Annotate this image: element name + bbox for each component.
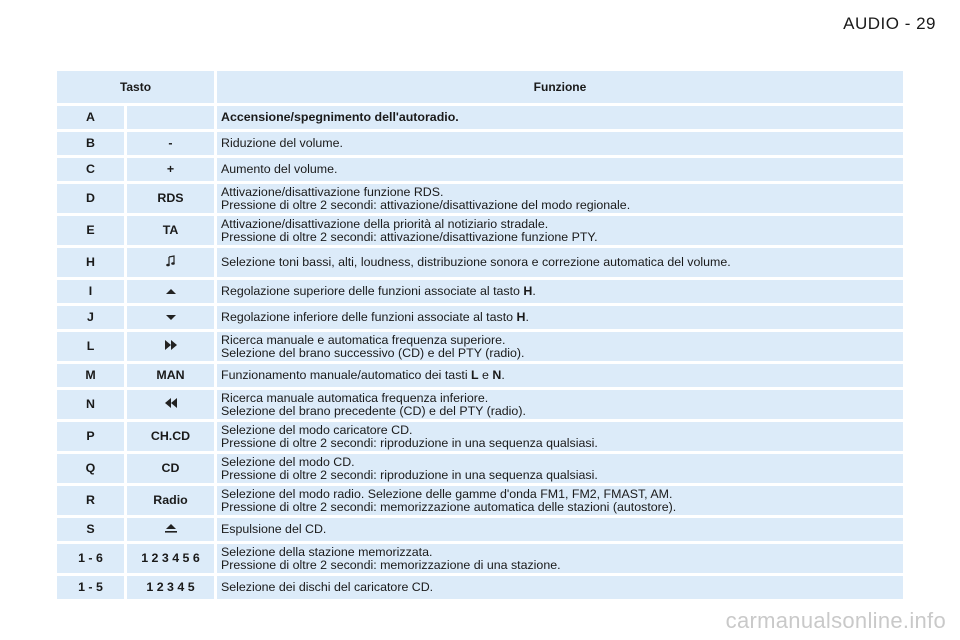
music-note-icon	[166, 255, 176, 270]
table-row	[57, 280, 903, 303]
row-function: Selezione del modo CD. Pressione di oltre 2 secondi: riproduzione in una sequenza qualsiasi.	[217, 454, 903, 483]
table-row	[57, 306, 903, 329]
row-function: Selezione del modo radio. Selezione delle gamme d'onda FM1, FM2, FMAST, AM. Pressione di oltre 2 secondi: memorizzazione automatica delle stazioni (autostore).	[217, 486, 903, 515]
row-key: +	[127, 158, 217, 181]
row-key	[127, 106, 217, 129]
table-row	[57, 248, 903, 277]
row-function: Accensione/spegnimento dell'autoradio.	[217, 106, 903, 129]
table-row	[57, 332, 903, 361]
table-row	[57, 422, 903, 451]
column-header-tasto: Tasto	[57, 71, 217, 103]
row-function: Attivazione/disattivazione funzione RDS. Pressione di oltre 2 secondi: attivazione/disattivazione del modo regionale.	[217, 184, 903, 213]
row-letter: J	[57, 306, 127, 329]
row-key	[127, 280, 217, 303]
row-function: Selezione della stazione memorizzata. Pressione di oltre 2 secondi: memorizzazione di una stazione.	[217, 544, 903, 573]
row-function: Selezione toni bassi, alti, loudness, distribuzione sonora e correzione automatica del volume.	[217, 248, 903, 277]
row-letter: R	[57, 486, 127, 515]
page-title: AUDIO - 29	[843, 14, 936, 33]
row-key: 1 2 3 4 5 6	[127, 544, 217, 573]
row-key	[127, 518, 217, 541]
row-key	[127, 390, 217, 419]
row-key: -	[127, 132, 217, 155]
column-header-funzione: Funzione	[217, 71, 903, 103]
row-key: CD	[127, 454, 217, 483]
row-key	[127, 332, 217, 361]
eject-icon	[164, 523, 178, 536]
row-letter: E	[57, 216, 127, 245]
row-function: Riduzione del volume.	[217, 132, 903, 155]
row-letter: H	[57, 248, 127, 277]
table-row	[57, 132, 903, 155]
row-key: 1 2 3 4 5	[127, 576, 217, 599]
row-letter: A	[57, 106, 127, 129]
row-letter: D	[57, 184, 127, 213]
row-key: TA	[127, 216, 217, 245]
row-function: Regolazione superiore delle funzioni associate al tasto H.	[217, 280, 903, 303]
row-letter: B	[57, 132, 127, 155]
row-function: Ricerca manuale automatica frequenza inferiore. Selezione del brano precedente (CD) e del PTY (radio).	[217, 390, 903, 419]
caret-down-icon	[166, 311, 176, 324]
row-letter: 1 - 6	[57, 544, 127, 573]
row-function: Selezione dei dischi del caricatore CD.	[217, 576, 903, 599]
audio-controls-table	[57, 68, 903, 602]
table-row	[57, 364, 903, 387]
row-key: CH.CD	[127, 422, 217, 451]
row-letter: L	[57, 332, 127, 361]
row-function: Attivazione/disattivazione della priorità al notiziario stradale. Pressione di oltre 2 secondi: attivazione/disattivazione funzione PTY.	[217, 216, 903, 245]
watermark: carmanualsonline.info	[725, 608, 946, 633]
fast-forward-icon	[165, 340, 177, 353]
caret-up-icon	[166, 285, 176, 298]
row-letter: N	[57, 390, 127, 419]
row-letter: C	[57, 158, 127, 181]
row-key	[127, 306, 217, 329]
row-letter: S	[57, 518, 127, 541]
table-row	[57, 486, 903, 515]
table-row	[57, 576, 903, 599]
table-row	[57, 544, 903, 573]
row-letter: 1 - 5	[57, 576, 127, 599]
table-row	[57, 216, 903, 245]
table-header-row	[57, 71, 903, 103]
row-function: Funzionamento manuale/automatico dei tasti L e N.	[217, 364, 903, 387]
row-key: Radio	[127, 486, 217, 515]
row-letter: P	[57, 422, 127, 451]
table-row	[57, 106, 903, 129]
row-letter: Q	[57, 454, 127, 483]
row-letter: I	[57, 280, 127, 303]
table-row	[57, 390, 903, 419]
rewind-icon	[165, 398, 177, 411]
row-key: MAN	[127, 364, 217, 387]
row-function: Regolazione inferiore delle funzioni associate al tasto H.	[217, 306, 903, 329]
row-function: Espulsione del CD.	[217, 518, 903, 541]
row-function: Ricerca manuale e automatica frequenza superiore. Selezione del brano successivo (CD) e del PTY (radio).	[217, 332, 903, 361]
table-row	[57, 454, 903, 483]
table-row	[57, 184, 903, 213]
row-function: Selezione del modo caricatore CD. Pressione di oltre 2 secondi: riproduzione in una sequenza qualsiasi.	[217, 422, 903, 451]
row-key: RDS	[127, 184, 217, 213]
table-row	[57, 158, 903, 181]
row-key	[127, 248, 217, 277]
row-function: Aumento del volume.	[217, 158, 903, 181]
table-row	[57, 518, 903, 541]
row-letter: M	[57, 364, 127, 387]
